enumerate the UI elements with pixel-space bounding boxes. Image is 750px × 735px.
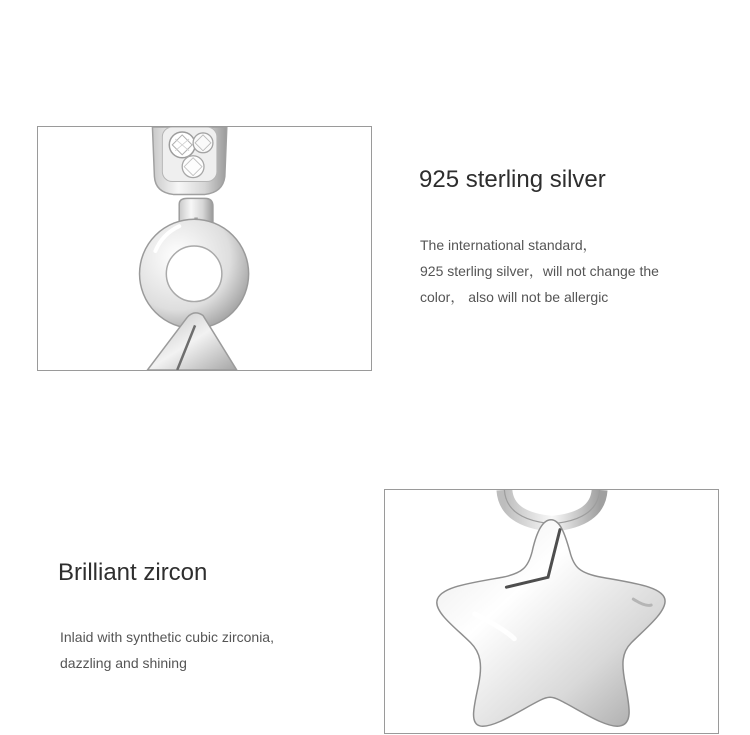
description-line: Inlaid with synthetic cubic zirconia,	[60, 629, 274, 645]
section-description-silver	[420, 232, 659, 310]
earring-clasp-illustration	[38, 127, 371, 370]
star-pendant-photo	[384, 489, 719, 734]
zircon-stone-icon	[182, 156, 204, 178]
zircon-stone-icon	[169, 132, 195, 158]
star-point	[147, 313, 236, 370]
jump-ring	[140, 219, 249, 328]
zircon-stone-icon	[193, 133, 213, 153]
clasp-bar	[152, 127, 226, 194]
section-description-zircon	[60, 624, 274, 676]
description-line: dazzling and shining	[60, 655, 187, 671]
silver-clasp-photo	[37, 126, 372, 371]
section-heading-silver: 925 sterling silver	[419, 166, 606, 193]
section-heading-zircon: Brilliant zircon	[58, 559, 208, 586]
star-icon	[437, 520, 665, 726]
pendant-ring	[504, 490, 599, 524]
star-pendant-illustration	[385, 490, 718, 733]
description-line: color， also will not be allergic	[420, 289, 609, 305]
description-line: 925 sterling silver，will not change the	[420, 263, 659, 279]
description-line: The international standard，	[420, 237, 597, 253]
